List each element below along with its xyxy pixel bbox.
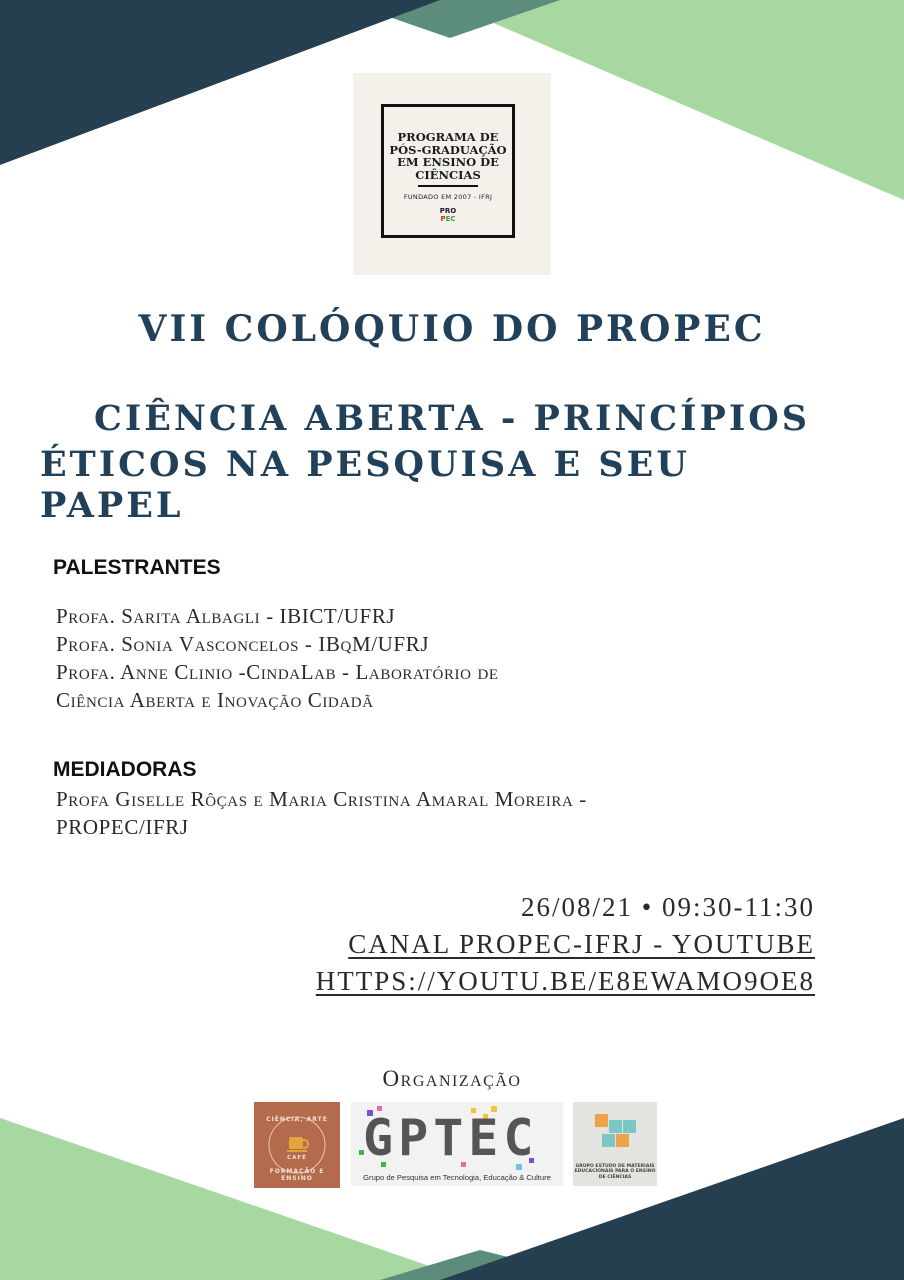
logo-title: PROGRAMA DE PÓS-GRADUAÇÃO EM ENSINO DE CIÊNCIAS	[389, 130, 507, 182]
speaker-line: Ciência Aberta e Inovação Cidadã	[56, 688, 374, 712]
youtube-channel-link[interactable]: CANAL PROPEC-IFRJ - YOUTUBE	[348, 929, 815, 959]
event-title: VII COLÓQUIO DO PROPEC	[138, 308, 766, 350]
cafe-word: CAFÉ	[287, 1155, 307, 1161]
youtube-video-link[interactable]: HTTPS://YOUTU.BE/E8EWAMO9OE8	[315, 966, 815, 996]
theme-title-line-2: ÉTICOS NA PESQUISA E SEU PAPEL	[40, 444, 690, 526]
speaker-line: Profa. Sonia Vasconcelos - IBqM/UFRJ	[56, 632, 430, 656]
theme-title-line-1: CIÊNCIA ABERTA - PRINCÍPIOS	[94, 398, 810, 439]
organization-label: Organização	[382, 1066, 522, 1091]
speaker-line: Profa. Anne Clinio -CindaLab - Laboratório de	[56, 660, 499, 684]
speakers-list	[56, 602, 499, 714]
gemec-logo	[573, 1102, 657, 1186]
logo-frame	[381, 104, 515, 238]
cafe-bottom-text: FORMAÇÃO E ENSINO	[269, 1168, 325, 1182]
speaker-line: Profa. Sarita Albagli - IBICT/UFRJ	[56, 604, 396, 628]
speakers-heading: PALESTRANTES	[53, 556, 221, 579]
mediators-list	[56, 785, 587, 841]
logo-subtitle: FUNDADO EM 2007 - IFRJ	[403, 193, 493, 201]
propec-mark-icon: PRO PEC	[439, 207, 457, 223]
mediators-heading: MEDIADORAS	[53, 758, 197, 781]
cafe-top-text: CIÊNCIA, ARTE	[266, 1116, 328, 1123]
logo-divider	[418, 185, 478, 187]
cafe-logo	[254, 1102, 340, 1188]
event-date-time: 26/08/21 • 09:30-11:30	[521, 892, 815, 922]
gemec-tagline: GRUPO ESTUDO DE MATERIAIS EDUCACIONAIS PARA O ENSINO DE CIÊNCIAS	[574, 1163, 656, 1180]
gptec-wordmark: GPTEC	[363, 1109, 539, 1167]
gptec-logo	[351, 1102, 563, 1186]
gptec-tagline: Grupo de Pesquisa em Tecnologia, Educação & Culture	[363, 1173, 551, 1182]
propec-logo	[353, 73, 551, 275]
mediator-line: PROPEC/IFRJ	[56, 815, 189, 839]
mediator-line: Profa Giselle Rôças e Maria Cristina Amaral Moreira -	[56, 787, 587, 811]
